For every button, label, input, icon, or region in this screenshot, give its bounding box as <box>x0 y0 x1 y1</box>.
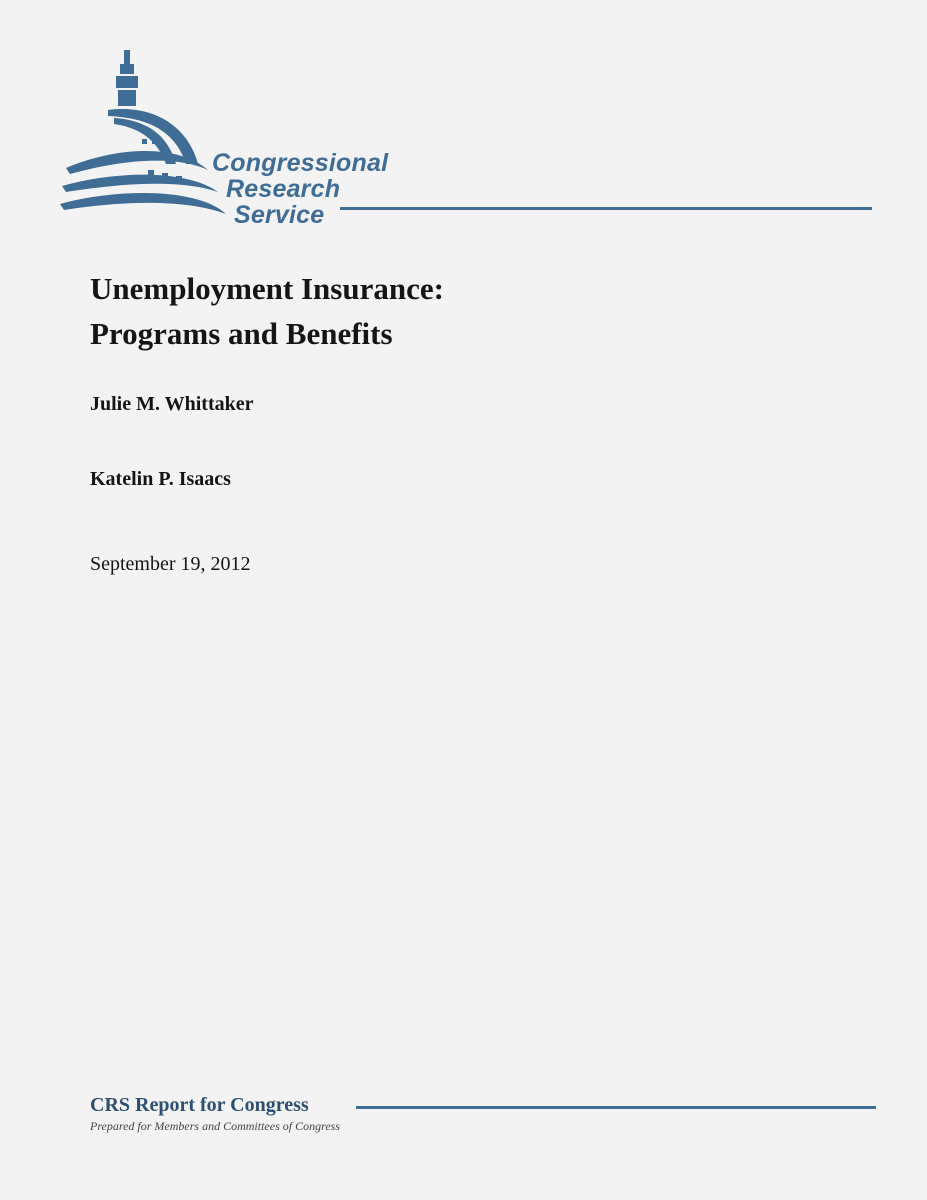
wordmark-line-2: Research <box>226 175 341 203</box>
wordmark-line-3: Service <box>234 201 325 229</box>
author-2: Katelin P. Isaacs <box>90 468 231 490</box>
title-line-2: Programs and Benefits <box>90 316 393 351</box>
footer-rule <box>356 1106 876 1109</box>
report-date: September 19, 2012 <box>90 553 251 575</box>
header-rule <box>340 207 872 210</box>
author-1: Julie M. Whittaker <box>90 393 254 415</box>
wordmark-line-1: Congressional <box>212 149 389 177</box>
footer-title: CRS Report for Congress <box>90 1094 309 1116</box>
footer-subtitle: Prepared for Members and Committees of Congress <box>90 1119 340 1133</box>
title-line-1: Unemployment Insurance: <box>90 271 444 306</box>
report-title <box>90 266 790 356</box>
crs-wordmark <box>212 150 388 228</box>
